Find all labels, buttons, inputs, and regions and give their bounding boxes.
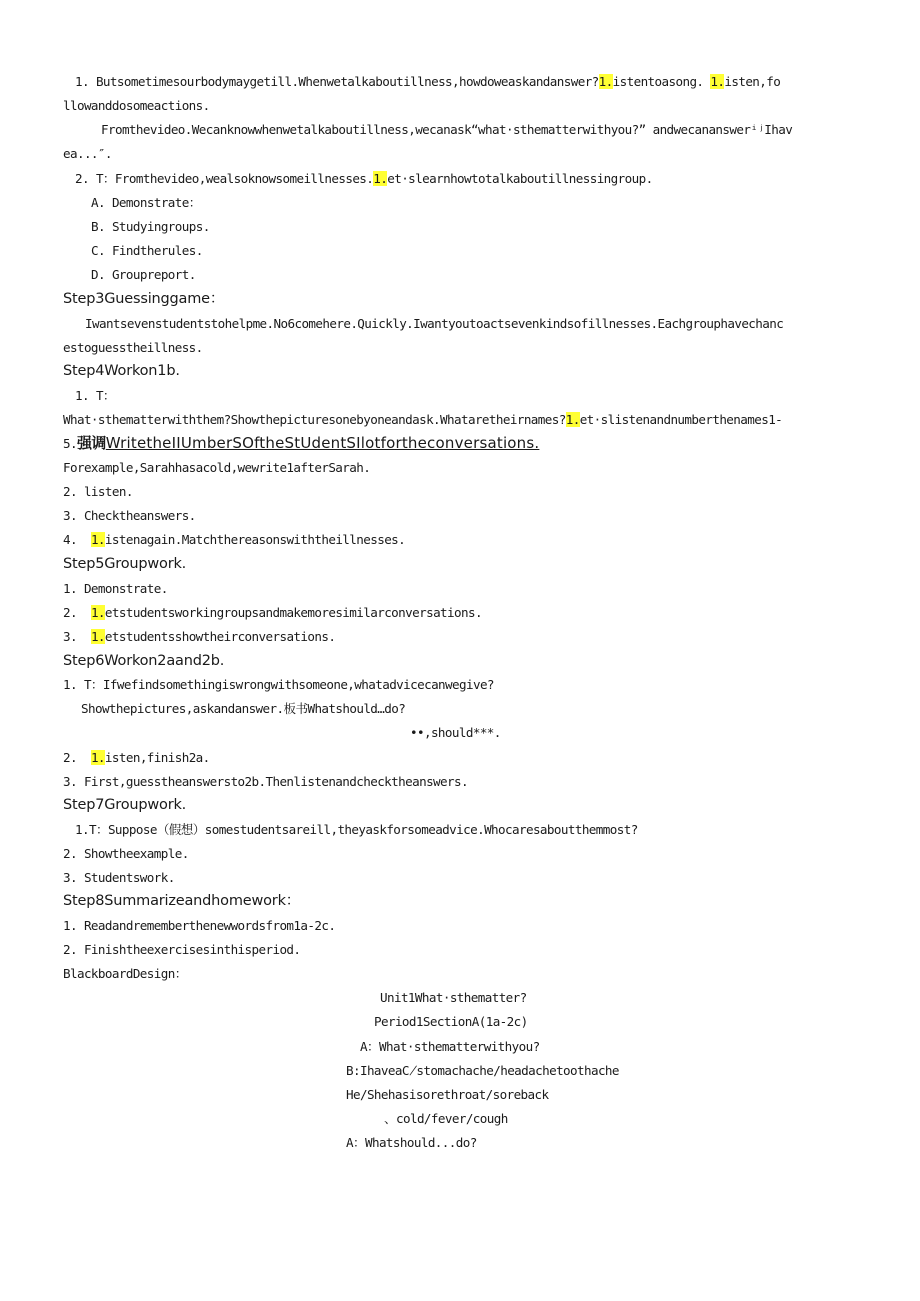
highlight-mark: 1. <box>90 605 105 620</box>
text-line: 2. 1.etstudentsworkingroupsandmakemoresimilarconversations. <box>63 605 482 620</box>
highlight-mark: 1. <box>598 74 613 89</box>
text-line: Iwantsevenstudentstohelpme.No6comehere.Quickly.Iwantyoutoactsevenkindsofillnesses.Eachgrouphavechanc <box>85 316 784 331</box>
board-line: A：What·sthematterwithyou? <box>360 1039 540 1054</box>
board-line: He/Shehasisorethroat/soreback <box>346 1087 549 1102</box>
text-line: 2. 1.isten,finish2a. <box>63 750 210 765</box>
text-line: 1. Butsometimesourbodymaygetill.Whenwetalkaboutillness,howdoweaskandanswer?1.istentoasong. 1.isten,fo <box>75 74 781 89</box>
option-b: B. Studyingroups. <box>91 219 210 234</box>
highlight-mark: 1. <box>373 171 388 186</box>
text-line: 1.T：Suppose（假想）somestudentsareill,theyaskforsomeadvice.Whocaresaboutthemmost? <box>75 822 638 837</box>
text-line: 3. Studentswork. <box>63 870 175 885</box>
text-line: Fromthevideo.Wecanknowwhenwetalkaboutillness,wecanask“what·sthematterwithyou?” andwecananswerⁱʲIhav <box>101 122 793 137</box>
option-d: D. Groupreport. <box>91 267 196 282</box>
text-line: 1. Demonstrate. <box>63 581 168 596</box>
text-line: 1. T：Ifwefindsomethingiswrongwithsomeone,whatadvicecanwegive? <box>63 677 494 692</box>
step-heading: Step4Workon1b. <box>63 363 180 379</box>
option-c: C. Findtherules. <box>91 243 203 258</box>
text-line: BlackboardDesign： <box>63 966 187 981</box>
board-line: A：Whatshould...do? <box>346 1135 477 1150</box>
text-line: 2. Finishtheexercisesinthisperiod. <box>63 942 301 957</box>
underlined-instruction: WritetheIIUmberSOftheStUdentSIlotfortheconversations. <box>105 434 540 452</box>
text-line: Showthepictures,askandanswer.板书Whatshould…do? <box>81 701 406 716</box>
board-line: Period1SectionA(1a-2c) <box>374 1014 528 1029</box>
step-heading: Step8Summarizeandhomework： <box>63 893 301 909</box>
board-line: 、cold/fever/cough <box>384 1111 508 1126</box>
text-line: What·sthematterwiththem?Showthepicturesonebyoneandask.Whataretheirnames?1.et·slistenandnumberthenames1- <box>63 412 783 427</box>
step-heading: Step3Guessinggame： <box>63 291 225 307</box>
text-line: Forexample,Sarahhasacold,wewrite1afterSarah. <box>63 460 371 475</box>
highlight-mark: 1. <box>90 532 105 547</box>
text-line: 2. Showtheexample. <box>63 846 189 861</box>
emphasis-label: 强调 <box>76 434 106 452</box>
text-line: 3. 1.etstudentsshowtheirconversations. <box>63 629 336 644</box>
highlight-mark: 1. <box>565 412 580 427</box>
text-line: 3. First,guesstheanswersto2b.Thenlistenandchecktheanswers. <box>63 774 468 789</box>
text-line: llowanddosomeactions. <box>63 98 210 113</box>
text-line: 1. Readandrememberthenewwordsfrom1a-2c. <box>63 918 336 933</box>
text-line: estoguesstheillness. <box>63 340 203 355</box>
text-line: 4. 1.istenagain.Matchthereasonswiththeillnesses. <box>63 532 406 547</box>
text-line: 2. listen. <box>63 484 133 499</box>
text-line: 1. T： <box>75 388 115 403</box>
board-line: Unit1What·sthematter? <box>380 990 527 1005</box>
text-line: 2. T：Fromthevideo,wealsoknowsomeillnesses.1.et·slearnhowtotalkaboutillnessingroup. <box>75 171 653 186</box>
highlight-mark: 1. <box>90 750 105 765</box>
step-heading: Step5Groupwork. <box>63 556 187 572</box>
text-line: 3. Checktheanswers. <box>63 508 196 523</box>
text-line: 5.强调WritetheIIUmberSOftheStUdentSIlotfortheconversations. <box>63 434 540 452</box>
board-line: B:IhaveaC̸stomachache/headachetoothache <box>346 1063 619 1078</box>
text-line: ea...″. <box>63 146 112 161</box>
step-heading: Step6Workon2aand2b. <box>63 653 225 669</box>
highlight-mark: 1. <box>90 629 105 644</box>
option-a: A. Demonstrate： <box>91 195 201 210</box>
step-heading: Step7Groupwork. <box>63 797 187 813</box>
text-line: ••,should***. <box>410 725 501 740</box>
highlight-mark: 1. <box>710 74 725 89</box>
